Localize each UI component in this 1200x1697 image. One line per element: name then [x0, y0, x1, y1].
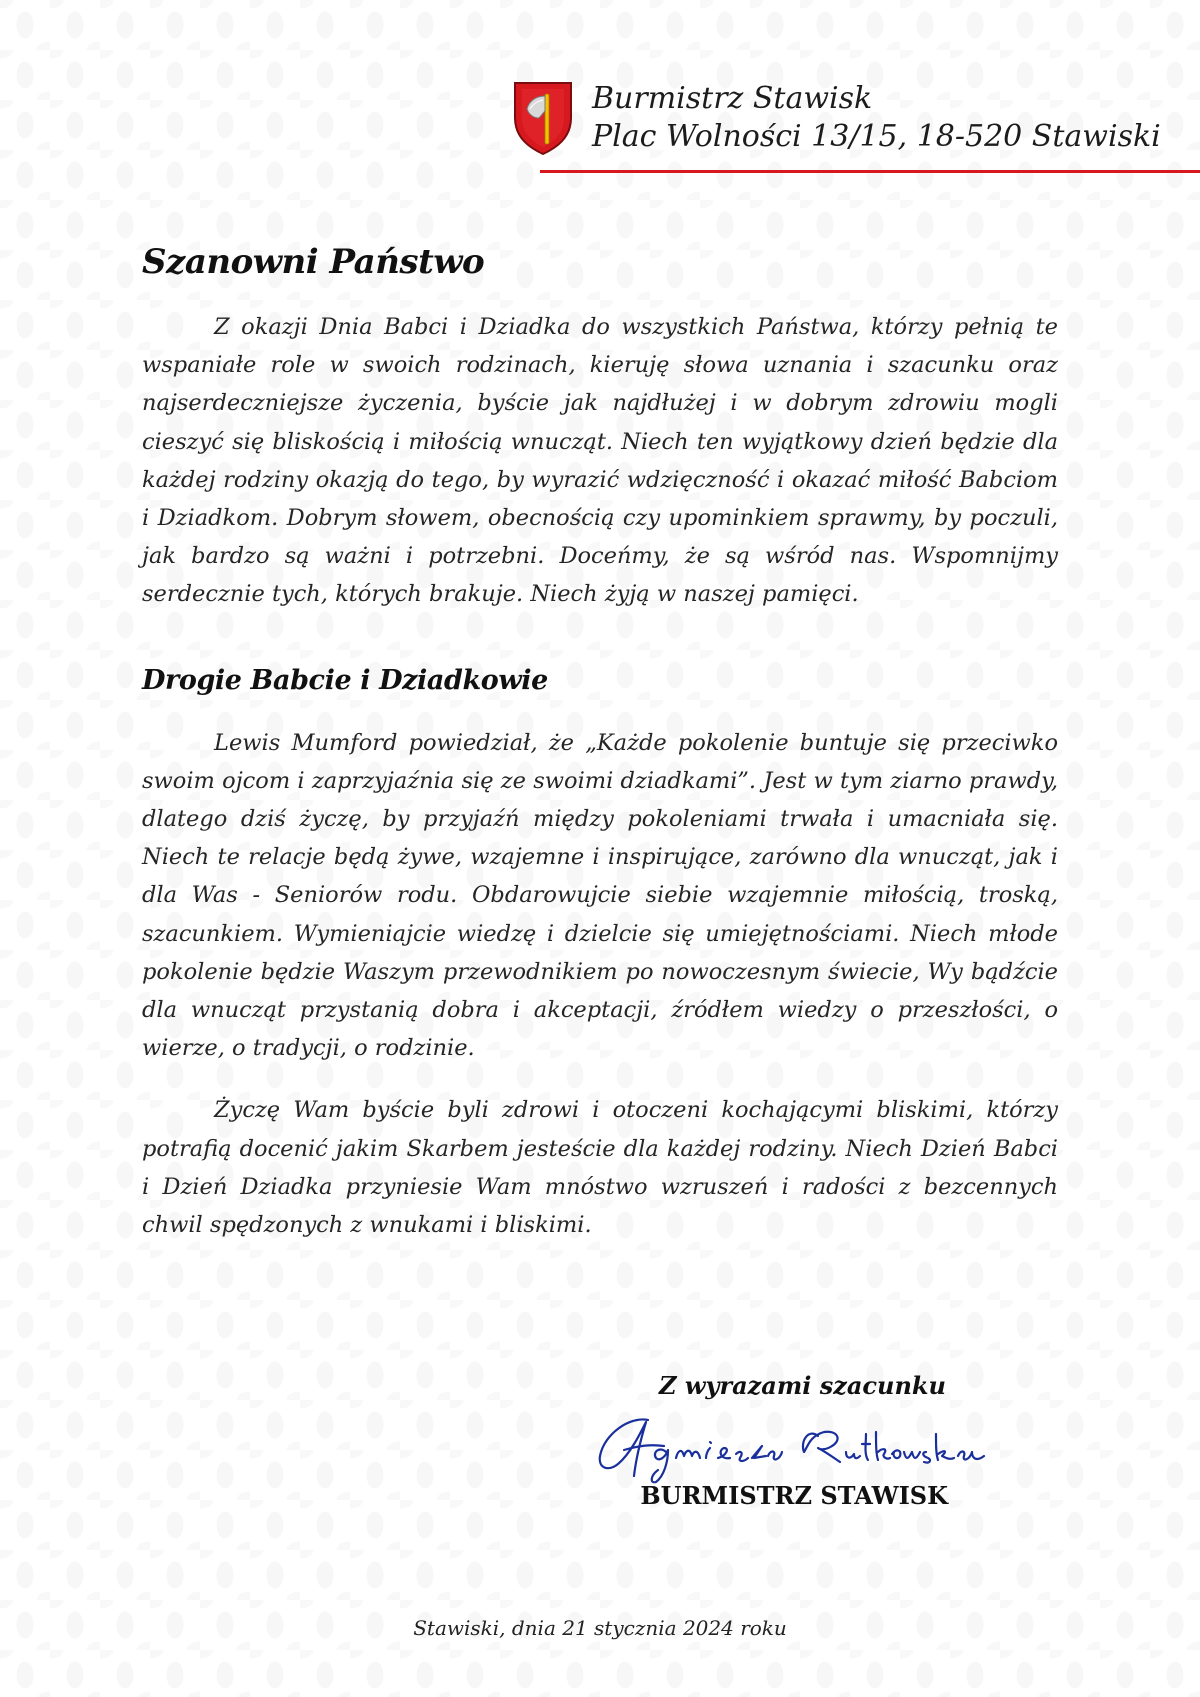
paragraph-2: Lewis Mumford powiedział, że „Każde pokolenie buntuje się przeciwko swoim ojcom i zaprzyjaźnia się ze swoimi dziadkami”. Jest w tym ziarno prawdy, dlatego dziś życzę, by przyjaźń między pokoleniami trwała i umacniała się. Niech te relacje będą żywe, wzajemne i inspirujące, zarówno dla wnucząt, jak i dla Was - Seniorów rodu. Obdarowujcie siebie wzajemnie miłością, troską, szacunkiem. Wymieniajcie wiedzę i dzielcie się umiejętnościami. Niech młode pokolenie będzie Waszym przewodnikiem po nowoczesnym świecie, Wy bądźcie dla wnucząt przystanią dobra i akceptacji, źródłem wiedzy o przeszłości, o wierze, o tradycji, o rodzinie. — [142, 729, 1058, 1062]
letterhead-rule — [540, 170, 1200, 173]
letter-body — [142, 240, 1058, 1244]
handwritten-signature — [590, 1406, 1000, 1486]
letterhead-text — [592, 80, 1161, 156]
paragraph-1: Z okazji Dnia Babci i Dziadka do wszystkich Państwa, którzy pełnią te wspaniałe role w swoich rodzinach, kieruję słowa uznania i szacunku oraz najserdeczniejsze życzenia, byście jak najdłużej i w dobrym zdrowiu mogli cieszyć się bliskością i miłością wnucząt. Niech ten wyjątkowy dzień będzie dla każdej rodziny okazją do tego, by wyrazić wdzięczność i okazać miłość Babciom i Dziadkom. Dobrym słowem, obecnością czy upominkiem sprawmy, by poczuli, jak bardzo są ważni i potrzebni. Doceńmy, że są wśród nas. Wspomnijmy serdecznie tych, których brakuje. Niech żyją w naszej pamięci. — [142, 314, 1058, 608]
dateline: Stawiski, dnia 21 stycznia 2024 roku — [413, 1616, 787, 1640]
paragraph-3: Życzę Wam byście byli zdrowi i otoczeni kochającymi bliskimi, którzy potrafią docenić jakim Skarbem jesteście dla każdej rodziny. Niech Dzień Babci i Dzień Dziadka przyniesie Wam mnóstwo wzruszeń i radości z bezcennych chwil spędzonych z wnukami i bliskimi. — [142, 1097, 1058, 1239]
closing-salutation: Z wyrazami szacunku — [658, 1371, 946, 1400]
letterhead-title: Burmistrz Stawisk — [592, 81, 873, 116]
closing-block — [590, 1370, 970, 1520]
coat-of-arms-icon — [512, 80, 574, 156]
section-heading: Drogie Babcie i Dziadkowie — [142, 664, 548, 696]
signer-title: BURMISTRZ STAWISK — [640, 1481, 948, 1510]
letterhead — [512, 78, 1200, 174]
greeting: Szanowni Państwo — [142, 242, 485, 282]
letterhead-address: Plac Wolności 13/15, 18-520 Stawiski — [592, 119, 1161, 154]
